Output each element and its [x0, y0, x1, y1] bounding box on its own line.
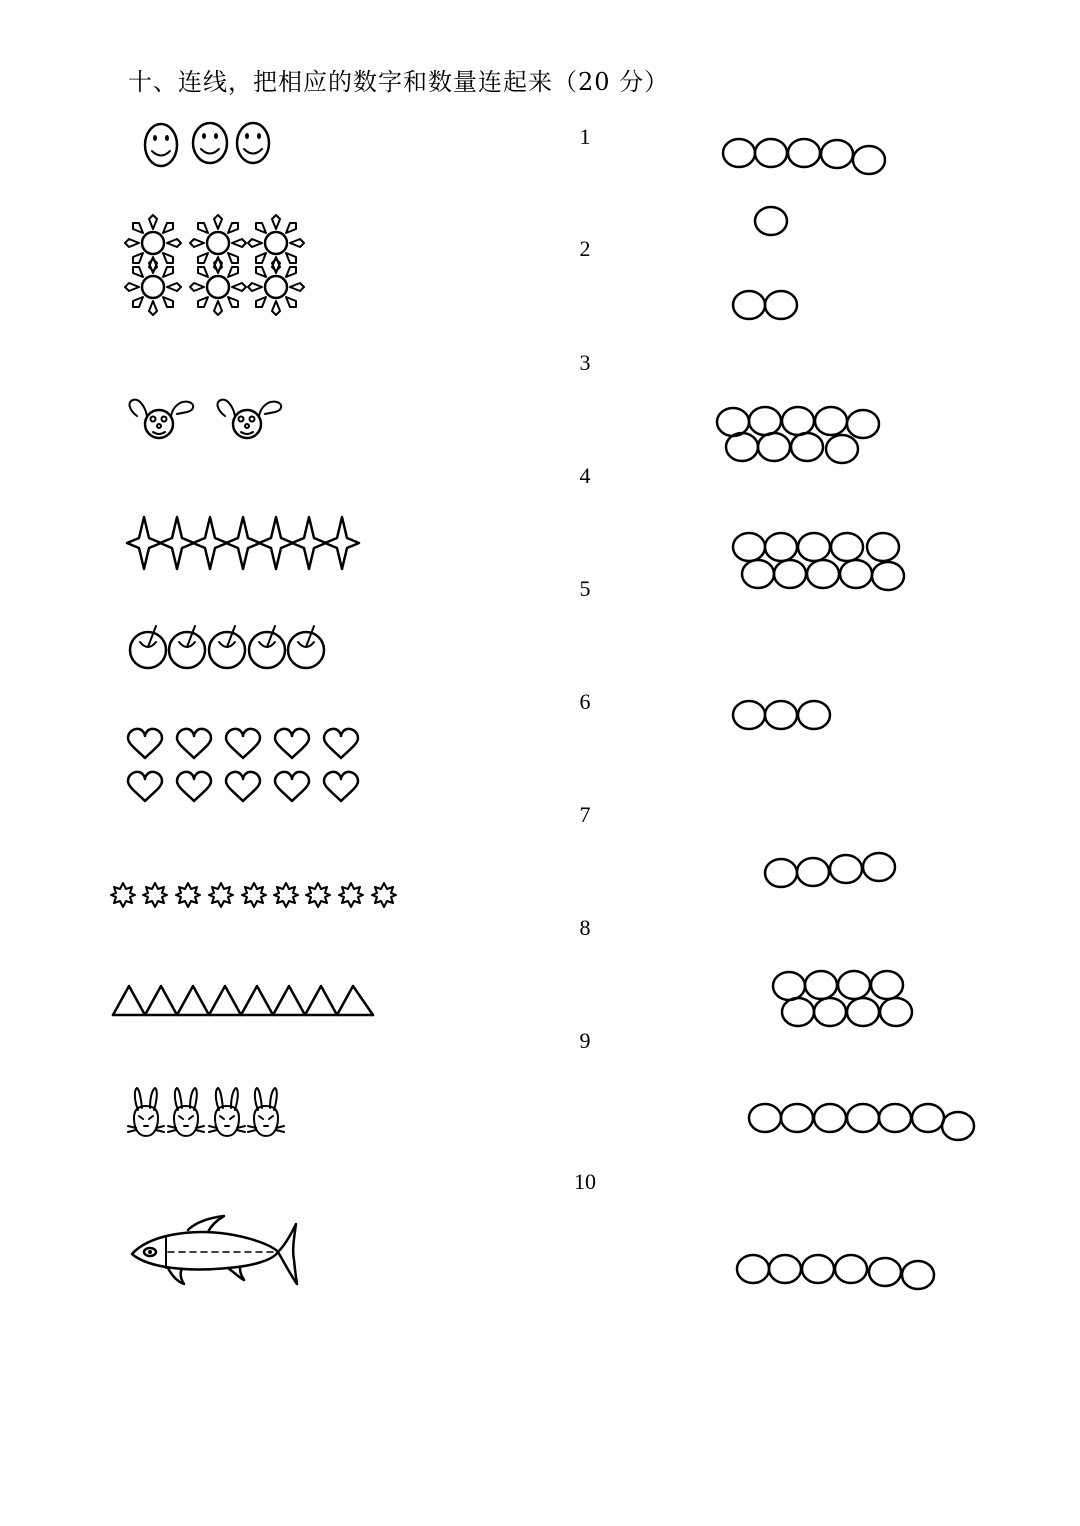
- circle-icon: [847, 410, 879, 438]
- circle-icons: [718, 134, 890, 178]
- circle-icon: [797, 858, 829, 886]
- star-flower-icons: [108, 878, 400, 912]
- circle-icon: [869, 1258, 901, 1286]
- circle-icon: [830, 855, 862, 883]
- circle-icon: [758, 433, 790, 461]
- circle-icon: [788, 139, 820, 167]
- circle-icon: [774, 560, 806, 588]
- number-8: 8: [579, 915, 591, 940]
- bunny-group: [126, 1080, 291, 1142]
- circle-icon: [838, 971, 870, 999]
- sun-icon: [248, 259, 304, 315]
- apple-icons: [128, 618, 333, 670]
- circle-icon: [717, 408, 749, 436]
- circle-icon: [814, 998, 846, 1026]
- sun-icon: [190, 259, 246, 315]
- circle-icon: [863, 853, 895, 881]
- four-point-star-icon: [226, 517, 260, 569]
- fish-group: [128, 1214, 303, 1290]
- circle-icon: [826, 435, 858, 463]
- apple-group: [128, 618, 333, 670]
- triangle-group: [110, 982, 378, 1020]
- circle-icon: [902, 1261, 934, 1289]
- circle-group-7: [744, 1098, 980, 1146]
- circle-icons: [750, 202, 794, 240]
- smiley-face-icons: [120, 110, 290, 180]
- triangle-icons: [110, 982, 378, 1020]
- circle-group-1: [750, 202, 794, 240]
- rabbit-head-icon: [218, 400, 282, 438]
- number-9: 9: [579, 1028, 591, 1053]
- bunny-icon: [248, 1088, 284, 1136]
- circle-icon: [733, 291, 765, 319]
- circle-icons: [732, 1250, 942, 1294]
- star-flower-icon: [242, 883, 266, 907]
- circle-icons: [768, 966, 918, 1032]
- circle-icon: [765, 859, 797, 887]
- rabbit-head-icon: [130, 400, 194, 438]
- circle-icon: [847, 1104, 879, 1132]
- circle-icon: [755, 139, 787, 167]
- circle-icon: [912, 1104, 944, 1132]
- apple-icon: [169, 626, 205, 668]
- star-flower-icon: [306, 883, 330, 907]
- star-flower-icon: [209, 883, 233, 907]
- circle-icon: [773, 972, 805, 1000]
- circle-icon: [872, 562, 904, 590]
- four-point-star-icon: [193, 517, 227, 569]
- heart-icon: [177, 729, 211, 758]
- circle-icon: [853, 146, 885, 174]
- sun-group: [120, 210, 320, 320]
- triangle-icon: [113, 986, 373, 1015]
- circle-group-3: [728, 696, 836, 734]
- number-3: 3: [579, 350, 591, 375]
- apple-icon: [249, 626, 285, 668]
- sun-icon: [248, 215, 304, 271]
- circle-group-8: [768, 966, 918, 1032]
- circle-group-9: [712, 402, 884, 468]
- circle-icon: [737, 1255, 769, 1283]
- circle-icon: [831, 533, 863, 561]
- star-flower-group: [108, 878, 400, 912]
- number-1: 1: [579, 124, 591, 149]
- rabbit-head-group: [125, 392, 295, 444]
- circle-group-5: [718, 134, 890, 178]
- four-point-star-icons: [126, 512, 366, 574]
- circle-icon: [821, 140, 853, 168]
- heart-group: [126, 726, 366, 808]
- bunny-icon: [128, 1088, 164, 1136]
- circle-icon: [880, 998, 912, 1026]
- smiley-face-group: [120, 110, 290, 180]
- number-4: 4: [579, 463, 591, 488]
- heart-icon: [128, 772, 162, 801]
- four-point-star-icon: [325, 517, 359, 569]
- heart-icon: [275, 729, 309, 758]
- number-5: 5: [579, 576, 591, 601]
- circle-icon: [879, 1104, 911, 1132]
- number-10: 10: [574, 1169, 596, 1194]
- circle-group-10: [728, 528, 910, 594]
- heart-icon: [226, 772, 260, 801]
- heart-icon: [275, 772, 309, 801]
- circle-icon: [847, 998, 879, 1026]
- smiley-face-icon: [145, 124, 177, 166]
- circle-icon: [723, 139, 755, 167]
- four-point-star-icon: [127, 517, 161, 569]
- circle-icon: [733, 533, 765, 561]
- circle-icons: [760, 848, 900, 892]
- heart-icon: [128, 729, 162, 758]
- sun-icon: [125, 215, 181, 271]
- circle-icon: [749, 407, 781, 435]
- four-point-star-icon: [292, 517, 326, 569]
- circle-icon: [733, 701, 765, 729]
- circle-icon: [765, 701, 797, 729]
- sun-icon: [190, 215, 246, 271]
- circle-icon: [802, 1255, 834, 1283]
- circle-icon: [867, 533, 899, 561]
- circle-icon: [755, 207, 787, 235]
- number-6: 6: [579, 689, 591, 714]
- circle-icon: [782, 407, 814, 435]
- circle-icons: [728, 286, 804, 324]
- four-point-star-icon: [259, 517, 293, 569]
- sun-icons: [120, 210, 320, 320]
- star-flower-icon: [372, 883, 396, 907]
- circle-icons: [712, 402, 884, 468]
- apple-icon: [130, 626, 166, 668]
- star-flower-icon: [176, 883, 200, 907]
- circle-icon: [742, 560, 774, 588]
- circle-icons: [728, 696, 836, 734]
- circle-icon: [942, 1112, 974, 1140]
- heart-icon: [226, 729, 260, 758]
- sun-icon: [125, 259, 181, 315]
- circle-icon: [769, 1255, 801, 1283]
- apple-icon: [288, 626, 324, 668]
- circle-group-6: [732, 1250, 942, 1294]
- circle-icon: [840, 560, 872, 588]
- apple-icon: [209, 626, 245, 668]
- fish-icon: [128, 1214, 303, 1290]
- heart-icon: [324, 729, 358, 758]
- circle-icons: [728, 528, 910, 594]
- circle-icon: [781, 1104, 813, 1132]
- heart-icon: [177, 772, 211, 801]
- circle-group-4: [760, 848, 900, 892]
- bunny-icon: [209, 1088, 245, 1136]
- star-flower-icon: [339, 883, 363, 907]
- circle-icon: [765, 291, 797, 319]
- circle-icon: [749, 1104, 781, 1132]
- four-point-star-group: [126, 512, 366, 574]
- circle-icon: [871, 971, 903, 999]
- number-2: 2: [579, 236, 591, 261]
- circle-icon: [805, 971, 837, 999]
- circle-icon: [815, 407, 847, 435]
- circle-icon: [798, 533, 830, 561]
- smiley-face-icon: [193, 123, 227, 163]
- four-point-star-icon: [160, 517, 194, 569]
- smiley-face-icon: [237, 123, 269, 163]
- bunny-icons: [126, 1080, 291, 1142]
- circle-icon: [782, 998, 814, 1026]
- number-7: 7: [579, 802, 591, 827]
- bunny-icon: [168, 1088, 204, 1136]
- circle-group-2: [728, 286, 804, 324]
- star-flower-icon: [111, 883, 135, 907]
- circle-icon: [765, 533, 797, 561]
- worksheet-title: 十、连线，把相应的数字和数量连起来（20 分）: [128, 68, 670, 96]
- star-flower-icon: [143, 883, 167, 907]
- circle-icon: [835, 1255, 867, 1283]
- rabbit-head-icons: [125, 392, 295, 444]
- heart-icons: [126, 726, 366, 808]
- circle-icon: [807, 560, 839, 588]
- circle-icon: [726, 433, 758, 461]
- heart-icon: [324, 772, 358, 801]
- circle-icon: [814, 1104, 846, 1132]
- circle-icons: [744, 1098, 980, 1146]
- star-flower-icon: [274, 883, 298, 907]
- circle-icon: [791, 433, 823, 461]
- circle-icon: [798, 701, 830, 729]
